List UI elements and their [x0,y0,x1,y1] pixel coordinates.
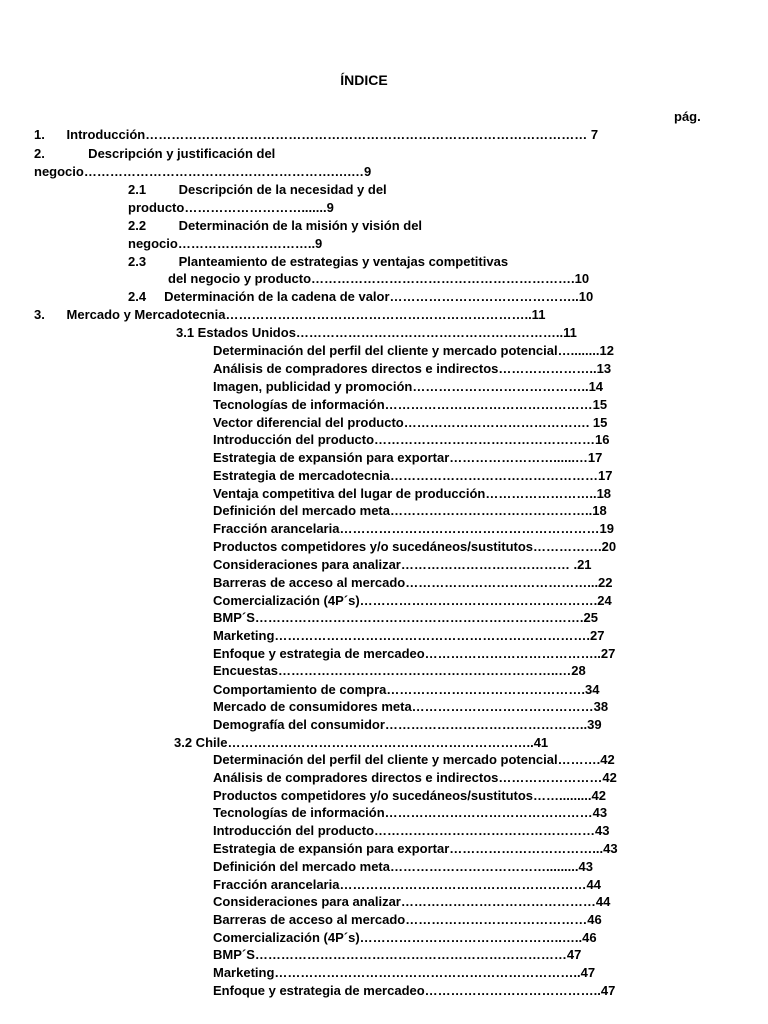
toc-entry: Definición del mercado meta……………………………….........43 [213,859,593,874]
toc-entry: Estrategia de expansión para exportar……………………......…17 [213,450,603,465]
toc-entry: Comercialización (4P´s)………………………………………..…..46 [213,930,597,945]
toc-entry: Enfoque y estrategia de mercadeo…………………………………..27 [213,646,616,661]
toc-entry: Barreras de acceso al mercado……………………………………...22 [213,575,613,590]
toc-entry: Estrategia de expansión para exportar……………………………...43 [213,841,618,856]
toc-entry: Determinación del perfil del cliente y mercado potencial……….42 [213,752,615,767]
toc-entry: Encuestas………………………………………………………..…28 [213,663,586,678]
toc-entry: Marketing……………………………………………………………..47 [213,965,596,980]
toc-entry: negocio…………………………..9 [128,236,323,251]
toc-entry: producto……………………….......9 [128,200,334,215]
toc-entry: 2. Descripción y justificación del [34,146,276,161]
toc-entry: BMP´S………………………………………………………………….25 [213,610,598,625]
toc-entry: Fracción arancelaria…………………………………………………44 [213,877,601,892]
toc-entry: Consideraciones para analizar………………………………………44 [213,894,611,909]
toc-entry: Determinación del perfil del cliente y mercado potencial…........12 [213,343,614,358]
toc-entry: 2.2 Determinación de la misión y visión del [128,218,423,233]
toc-entry: Análisis de compradores directos e indirectos……………………42 [213,770,617,785]
toc-entry: 3.1 Estados Unidos……………………………………………………..11 [176,325,577,340]
toc-entry: Imagen, publicidad y promoción…………………………………..14 [213,379,604,394]
toc-entry: Marketing……………………………………………………………….27 [213,628,605,643]
toc-entry: Tecnologías de información…………………………………………15 [213,397,608,412]
toc-entry: Introducción del producto……………………………………………43 [213,823,610,838]
toc-entry: Enfoque y estrategia de mercadeo…………………………………..47 [213,983,616,998]
toc-entry: Demografía del consumidor………………………………………..39 [213,717,602,732]
toc-entry: Análisis de compradores directos e indirectos…………………..13 [213,361,612,376]
toc-entry: negocio………………………………………………….….…9 [34,164,372,179]
toc-entry: del negocio y producto…………………………………………………….10 [168,271,590,286]
toc-entry: BMP´S………………………………………………………………47 [213,947,582,962]
toc-entry: Definición del mercado meta………………………………………..18 [213,503,607,518]
toc-entry: Productos competidores y/o sucedáneos/sustitutos…….........42 [213,788,606,803]
toc-entry: Barreras de acceso al mercado……………………………………46 [213,912,602,927]
toc-entry: Ventaja competitiva del lugar de producción……………………..18 [213,486,612,501]
toc-entry: 3.2 Chile……………………………………………………………..41 [174,735,549,750]
toc-entry: 1. Introducción………………………………………………………………………………………… 7 [34,127,599,142]
toc-entry: 2.4 Determinación de la cadena de valor……………………………………..10 [128,289,594,304]
toc-entry: 3. Mercado y Mercadotecnia……………………………………………………………..11 [34,307,546,322]
toc-entry: Comportamiento de compra……………………………………….34 [213,682,600,697]
toc-entry: 2.1 Descripción de la necesidad y del [128,182,387,197]
page-column-label: pág. [674,109,701,124]
toc-entry: Vector diferencial del producto……………………………………. 15 [213,415,608,430]
toc-entry: Estrategia de mercadotecnia…………………………………………17 [213,468,613,483]
toc-entry: Consideraciones para analizar………………………………… .21 [213,557,592,572]
toc-entry: Fracción arancelaria……………………………………………………19 [213,521,614,536]
toc-entry: Introducción del producto……………………………………………16 [213,432,610,447]
toc-entry: Productos competidores y/o sucedáneos/sustitutos…………….20 [213,539,617,554]
toc-entry: Mercado de consumidores meta……………………………………38 [213,699,609,714]
toc-entry: Tecnologías de información…………………………………………43 [213,805,608,820]
toc-entry: Comercialización (4P´s)……………………………………………….24 [213,593,612,608]
index-title: ÍNDICE [340,72,388,88]
toc-entry: 2.3 Planteamiento de estrategias y ventajas competitivas [128,254,509,269]
